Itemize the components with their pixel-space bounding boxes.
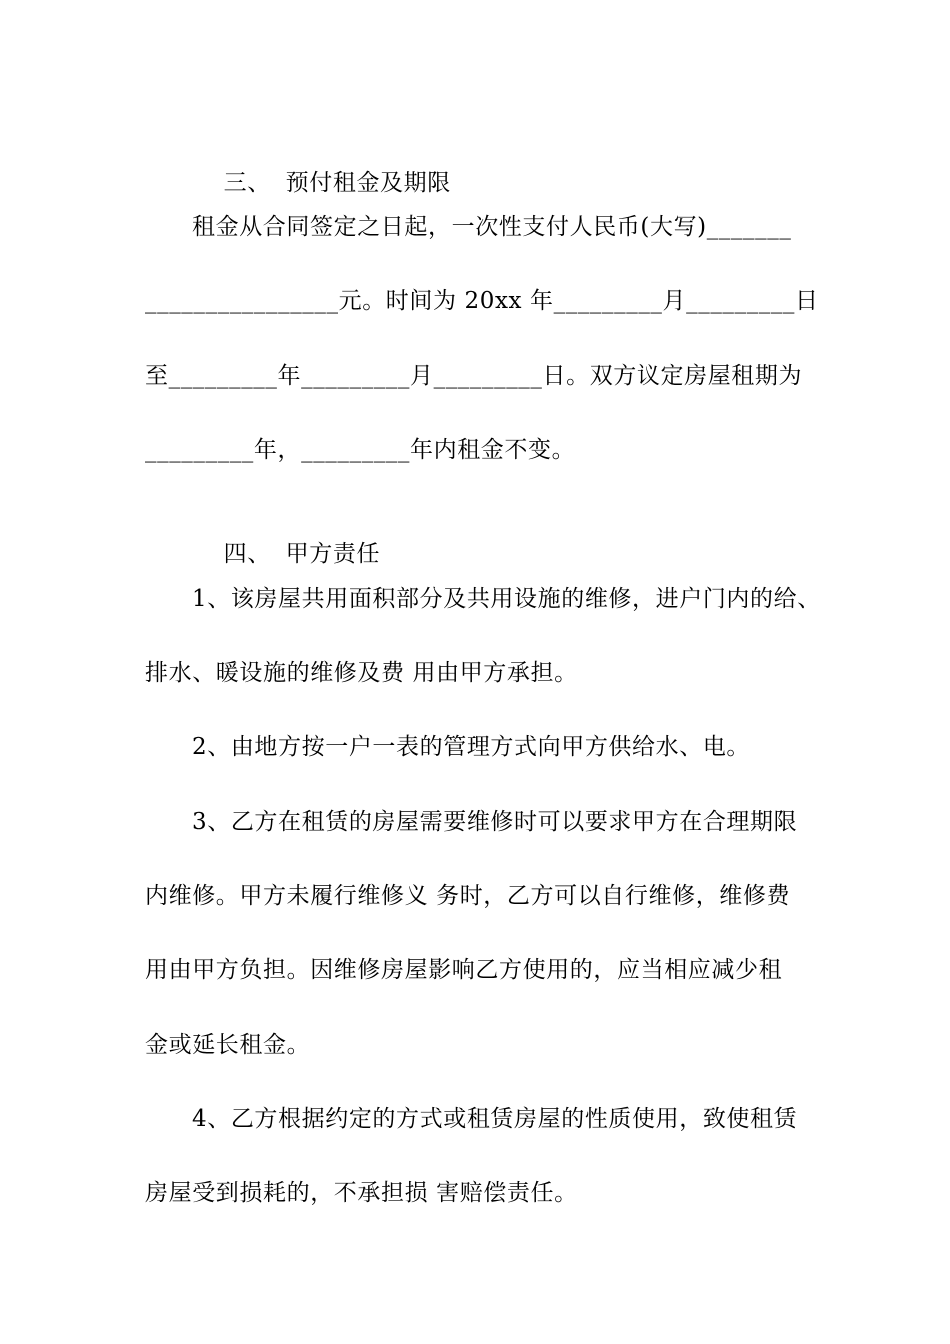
section-3-title: 预付租金及期限 (285, 170, 451, 196)
section-4-line-9: 房屋受到损耗的，不承担损 害赔偿责任。 (145, 1180, 578, 1206)
section-3-line-2: ________________元。时间为 20xx 年_________月_________日 (145, 288, 819, 314)
section-3-number: 三、 (223, 170, 271, 196)
section-4-line-3: 2、由地方按一户一表的管理方式向甲方供给水、电。 (192, 734, 751, 760)
section-4-line-7: 金或延长租金。 (145, 1032, 311, 1058)
section-4-line-4: 3、乙方在租赁的房屋需要维修时可以要求甲方在合理期限 (192, 809, 798, 835)
section-3-line-1: 租金从合同签定之日起，一次性支付人民币(大写)_______ (192, 214, 792, 240)
section-4-line-5: 内维修。甲方未履行维修义 务时，乙方可以自行维修，维修费 (145, 883, 791, 909)
section-3-line-3: 至_________年_________月_________日。双方议定房屋租期为 (145, 363, 803, 389)
section-4-line-2: 排水、暖设施的维修及费 用由甲方承担。 (145, 660, 578, 686)
section-4-number: 四、 (223, 541, 271, 567)
section-4-line-6: 用由甲方负担。因维修房屋影响乙方使用的，应当相应减少租 (145, 957, 783, 983)
section-4-title: 甲方责任 (285, 541, 381, 567)
section-4-line-8: 4、乙方根据约定的方式或租赁房屋的性质使用，致使租赁 (192, 1106, 798, 1132)
section-3-line-4: _________年，_________年内租金不变。 (145, 437, 576, 463)
section-4-line-1: 1、该房屋共用面积部分及共用设施的维修，进户门内的给、 (192, 586, 821, 612)
